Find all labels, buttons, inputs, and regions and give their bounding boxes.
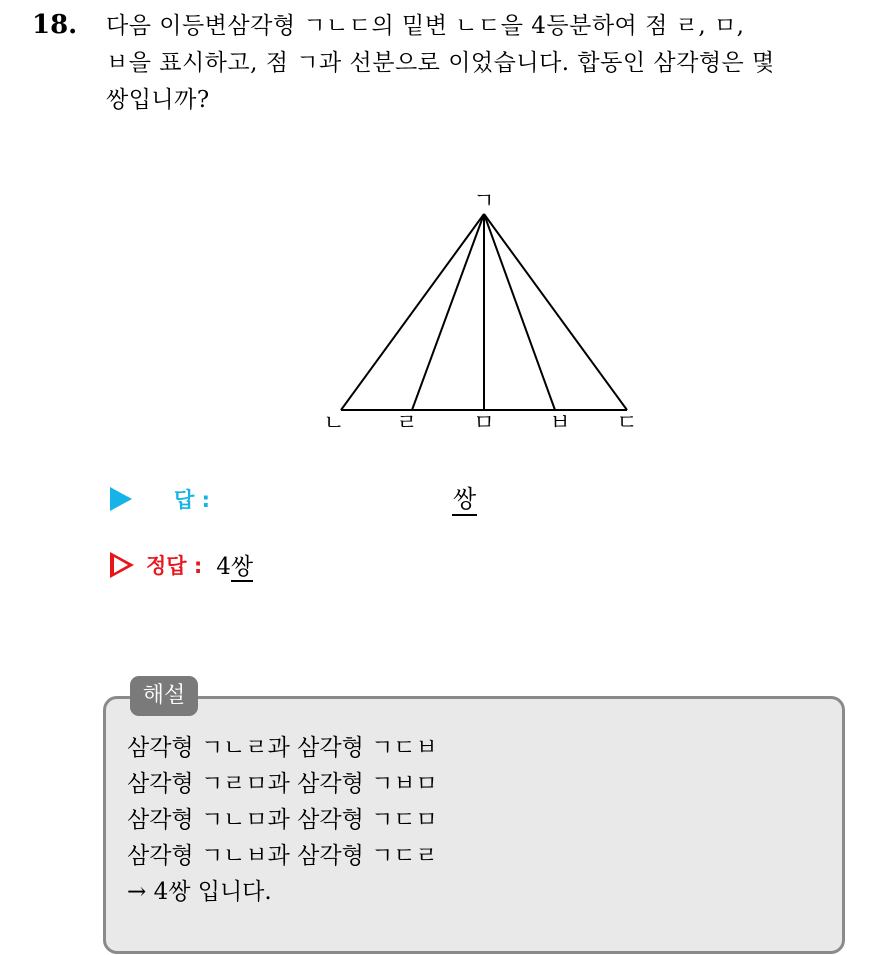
question-line: 쌍입니까? [106,87,210,113]
vertex-label-base: ㄷ [616,411,638,436]
side-left [341,214,484,410]
point-label: ㄹ [396,411,418,436]
segment-to-bieup [484,214,555,410]
correct-answer-value [216,548,253,581]
answer-blank-unit[interactable]: 쌍 [452,484,477,516]
explanation-line: 삼각형 ㄱㄹㅁ과 삼각형 ㄱㅂㅁ [127,771,438,797]
vertex-label-base: ㄴ [323,411,345,436]
vertex-label-apex: ㄱ [473,189,495,214]
segment-to-rieul [412,214,484,410]
outline-arrow-icon [110,552,134,578]
correct-answer-number: 4 [216,554,231,580]
answer-label: 답 : [174,488,210,512]
correct-answer-label: 정답 : [146,553,203,578]
explanation-line: → 4쌍 입니다. [127,879,272,905]
correct-answer-row [110,548,253,581]
point-label: ㅂ [549,411,571,436]
question-number: 18. [32,10,78,40]
explanation-text [127,730,438,910]
explanation-line: 삼각형 ㄱㄴㄹ과 삼각형 ㄱㄷㅂ [127,735,438,761]
explanation-line: 삼각형 ㄱㄴㅁ과 삼각형 ㄱㄷㅁ [127,807,438,833]
correct-answer-unit: 쌍 [230,554,254,580]
explanation-line: 삼각형 ㄱㄴㅂ과 삼각형 ㄱㄷㄹ [127,843,438,869]
explanation-tag: 해설 [130,676,198,716]
isosceles-triangle-figure [0,0,884,470]
question-line: 다음 이등변삼각형 ㄱㄴㄷ의 밑변 ㄴㄷ을 4등분하여 점 ㄹ, ㅁ, [106,13,745,39]
question-line: ㅂ을 표시하고, 점 ㄱ과 선분으로 이었습니다. 합동인 삼각형은 몇 [106,50,775,76]
side-right [484,214,627,410]
answer-row [110,484,210,514]
point-label: ㅁ [473,411,495,436]
play-arrow-icon [110,487,132,511]
